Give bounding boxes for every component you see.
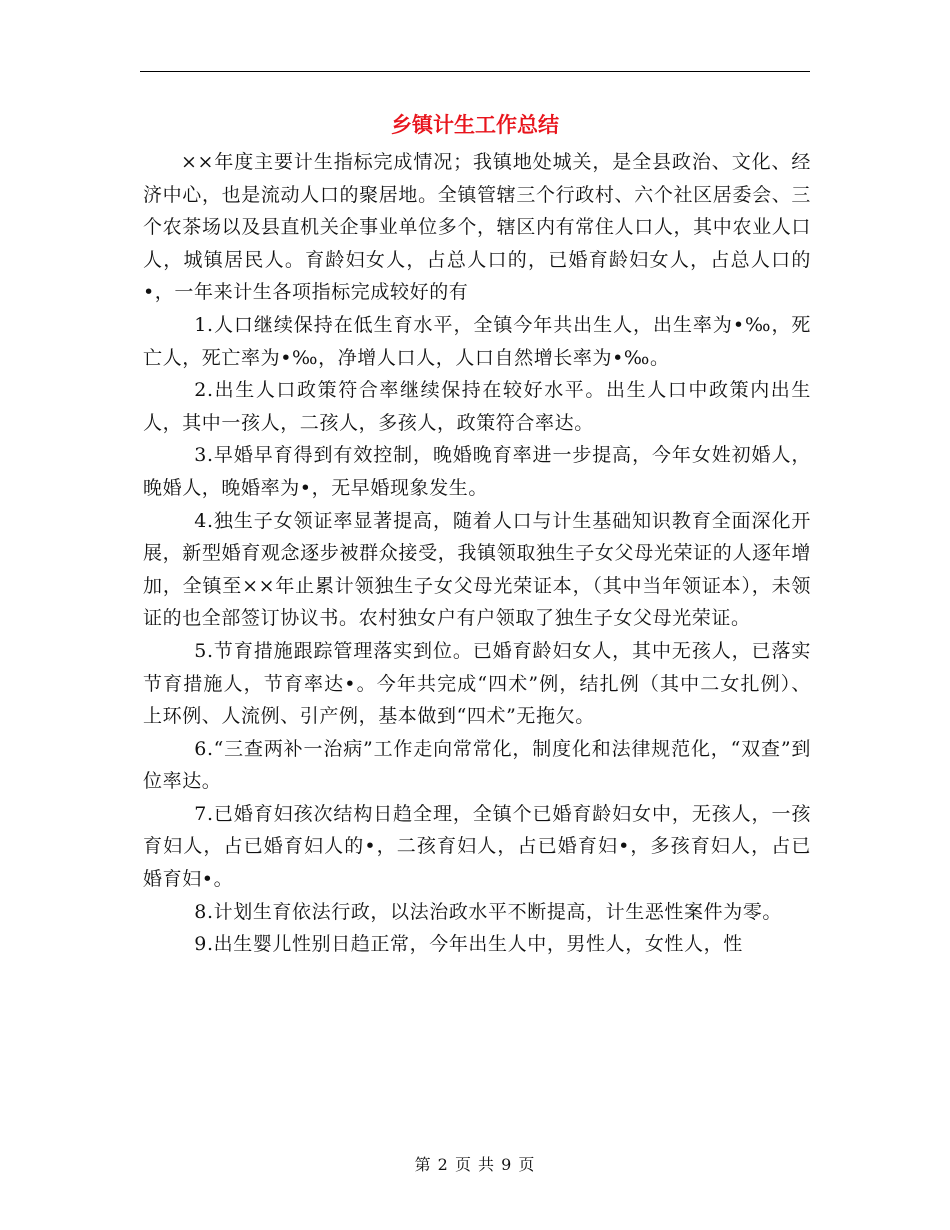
header-rule [140,71,810,72]
paragraph-item-7: 7.已婚育妇孩次结构日趋全理，全镇个已婚育龄妇女中，无孩人，一孩育妇人，占已婚育妇人的•，二孩育妇人，占已婚育妇•，多孩育妇人，占已婚育妇•。 [143,802,811,891]
paragraph-item-2: 2.出生人口政策符合率继续保持在较好水平。出生人口中政策内出生人，其中一孩人，二孩人，多孩人，政策符合率达。 [143,379,811,434]
paragraph-item-4: 4.独生子女领证率显著提高，随着人口与计生基础知识教育全面深化开展，新型婚育观念逐步被群众接受，我镇领取独生子女父母光荣证的人逐年增加，全镇至××年止累计领独生子女父母光荣证本，（其中当年领证本），未领证的也全部签订协议书。农村独女户有户领取了独生子女父母光荣证。 [143,509,811,630]
paragraph-item-6: 6.“三查两补一治病”工作走向常常化，制度化和法律规范化，“双查”到位率达。 [143,737,811,793]
paragraph-intro: ××年度主要计生指标完成情况；我镇地处城关，是全县政治、文化、经济中心，也是流动人口的聚居地。全镇管辖三个行政村、六个社区居委会、三个农茶场以及县直机关企事业单位多个，辖区内有常住人口人，其中农业人口人，城镇居民人。育龄妇女人，占总人口的，已婚育龄妇女人，占总人口的•，一年来计生各项指标完成较好的有 [143,151,811,304]
paragraph-item-5: 5.节育措施跟踪管理落实到位。已婚育龄妇女人，其中无孩人，已落实节育措施人，节育率达•。今年共完成“四术”例，结扎例（其中二女扎例）、上环例、人流例、引产例，基本做到“四术”无拖欠。 [143,639,811,728]
paragraph-item-1: 1.人口继续保持在低生育水平，全镇今年共出生人，出生率为•‰，死亡人，死亡率为•‰，净增人口人，人口自然增长率为•‰。 [143,313,811,369]
page-footer [140,1154,810,1176]
footer-current-page: 2 [437,1155,449,1174]
footer-middle: 页 共 [454,1155,496,1174]
document-title: 乡镇计生工作总结 [391,113,559,137]
paragraph-item-3: 3.早婚早育得到有效控制，晚婚晚育率进一步提高，今年女姓初婚人，晚婚人，晚婚率为•，无早婚现象发生。 [143,444,811,499]
document-body [143,146,811,961]
footer-suffix: 页 [518,1155,536,1174]
paragraph-item-8: 8.计划生育依法行政，以法治政水平不断提高，计生恶性案件为零。 [194,900,783,923]
paragraph-item-9: 9.出生婴儿性别日趋正常，今年出生人中，男性人，女性人，性 [194,933,743,956]
footer-total-pages: 9 [501,1155,513,1174]
footer-prefix: 第 [414,1155,432,1174]
